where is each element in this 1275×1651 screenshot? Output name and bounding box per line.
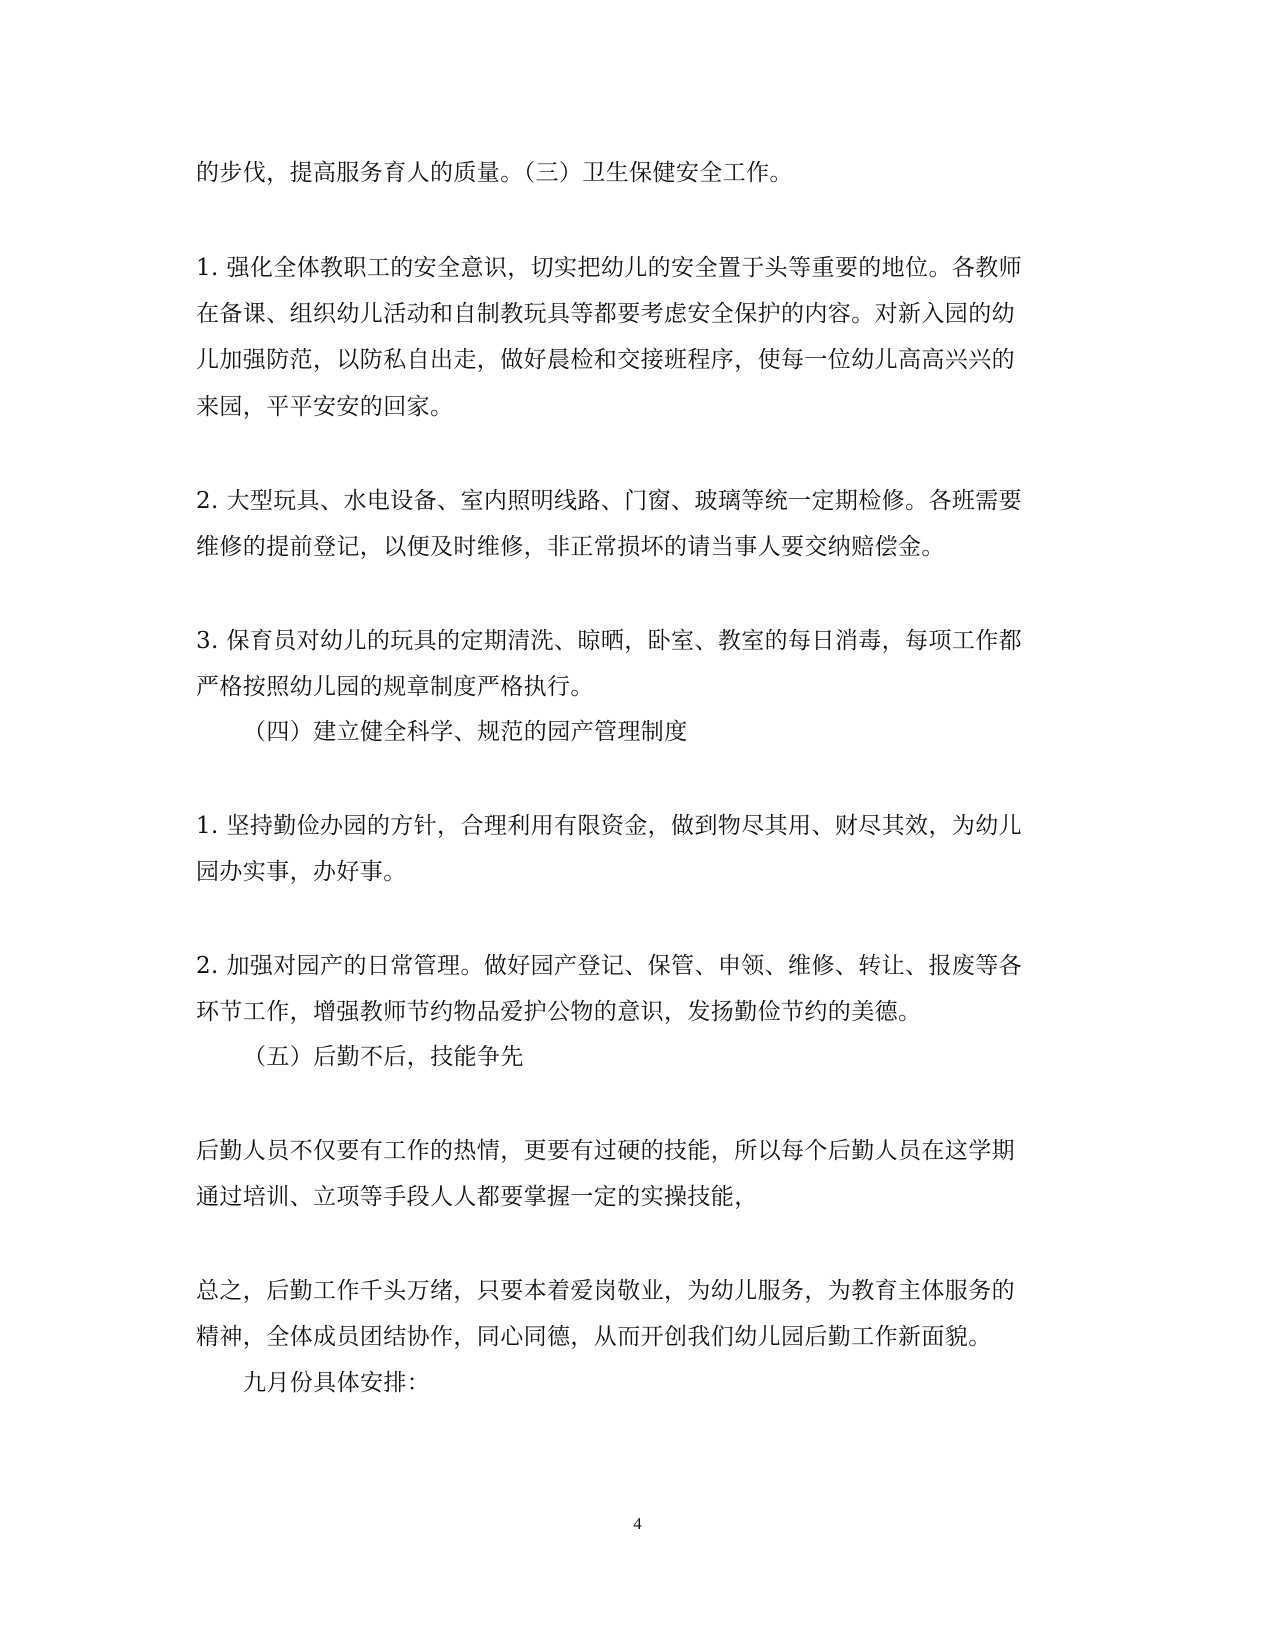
text-line: 1. 坚持勤俭办园的方针，合理利用有限资金，做到物尽其用、财尽其效，为幼儿 bbox=[196, 813, 1023, 839]
text-line: 来园，平平安安的回家。 bbox=[196, 394, 454, 420]
text-line: 1. 强化全体教职工的安全意识，切实把幼儿的安全置于头等重要的地位。各教师 bbox=[196, 255, 1023, 281]
text-line: 维修的提前登记，以便及时维修，非正常损坏的请当事人要交纳赔偿金。 bbox=[196, 534, 945, 560]
page-number: 4 bbox=[633, 1514, 642, 1533]
text-line: 儿加强防范，以防私自出走，做好晨检和交接班程序，使每一位幼儿高高兴兴的 bbox=[196, 347, 1015, 373]
section-heading: （四）建立健全科学、规范的园产管理制度 bbox=[243, 719, 688, 745]
text-line: 环节工作，增强教师节约物品爱护公物的意识，发扬勤俭节约的美德。 bbox=[196, 999, 922, 1025]
text-line: 园办实事，办好事。 bbox=[196, 859, 407, 885]
text-line: 后勤人员不仅要有工作的热情，更要有过硬的技能，所以每个后勤人员在这学期 bbox=[196, 1138, 1015, 1164]
text-line: 在备课、组织幼儿活动和自制教玩具等都要考虑安全保护的内容。对新入园的幼 bbox=[196, 301, 1015, 327]
text-line: 总之，后勤工作千头万绪，只要本着爱岗敬业，为幼儿服务，为教育主体服务的 bbox=[196, 1278, 1015, 1304]
text-line: 的步伐，提高服务育人的质量。（三）卫生保健安全工作。 bbox=[196, 160, 793, 186]
section-heading: （五）后勤不后，技能争先 bbox=[243, 1044, 524, 1070]
text-line: 严格按照幼儿园的规章制度严格执行。 bbox=[196, 674, 594, 700]
text-line: 通过培训、立项等手段人人都要掌握一定的实操技能， bbox=[196, 1184, 758, 1210]
section-heading: 九月份具体安排： bbox=[243, 1370, 431, 1396]
text-line: 精神，全体成员团结协作，同心同德，从而开创我们幼儿园后勤工作新面貌。 bbox=[196, 1324, 992, 1350]
text-line: 2. 大型玩具、水电设备、室内照明线路、门窗、玻璃等统一定期检修。各班需要 bbox=[196, 488, 1023, 514]
text-line: 3. 保育员对幼儿的玩具的定期清洗、晾晒，卧室、教室的每日消毒，每项工作都 bbox=[196, 628, 1023, 654]
text-line: 2. 加强对园产的日常管理。做好园产登记、保管、申领、维修、转让、报废等各 bbox=[196, 953, 1023, 979]
